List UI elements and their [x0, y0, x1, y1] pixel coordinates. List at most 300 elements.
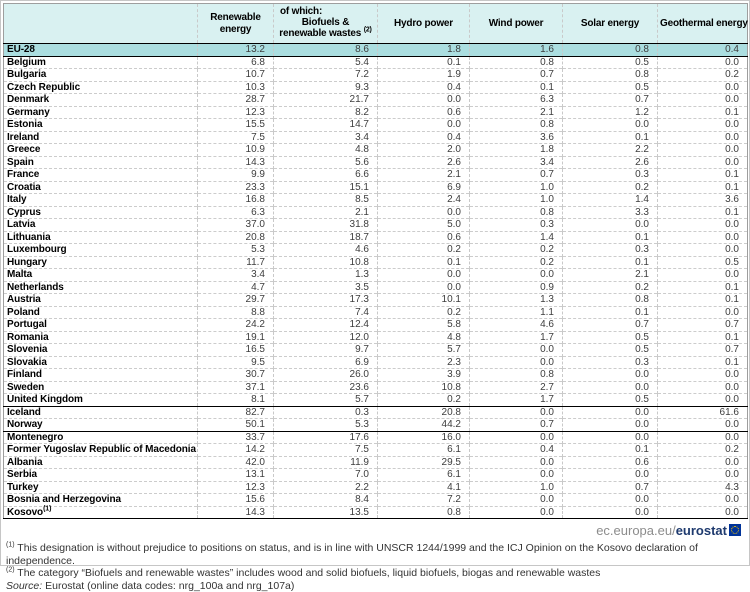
- country-name-cell: Romania: [4, 331, 198, 344]
- table-row: [4, 231, 748, 244]
- table-row: [4, 181, 748, 194]
- country-name-cell: Montenegro: [4, 431, 198, 444]
- value-cell: 0.1: [470, 81, 563, 94]
- value-cell: 0.7: [658, 344, 748, 357]
- value-cell: 0.4: [470, 444, 563, 457]
- value-cell: 2.3: [378, 356, 470, 369]
- value-cell: 0.1: [658, 356, 748, 369]
- value-cell: 0.0: [563, 431, 658, 444]
- value-cell: 0.0: [658, 156, 748, 169]
- value-cell: 0.5: [658, 256, 748, 269]
- country-name-cell: Turkey: [4, 481, 198, 494]
- country-name-cell: Former Yugoslav Republic of Macedonia: [4, 444, 198, 457]
- country-name-cell: Ireland: [4, 131, 198, 144]
- value-cell: 23.6: [274, 381, 378, 394]
- value-cell: 11.7: [198, 256, 274, 269]
- value-cell: 4.8: [378, 331, 470, 344]
- value-cell: 5.8: [378, 319, 470, 332]
- value-cell: 2.2: [563, 144, 658, 157]
- value-cell: 0.0: [470, 456, 563, 469]
- table-row: [4, 144, 748, 157]
- country-name-cell: Iceland: [4, 406, 198, 419]
- value-cell: 14.7: [274, 119, 378, 132]
- value-cell: 0.8: [378, 506, 470, 519]
- value-cell: 19.1: [198, 331, 274, 344]
- country-name-cell: Sweden: [4, 381, 198, 394]
- value-cell: 0.4: [658, 44, 748, 57]
- footnote-2-marker: (2): [6, 567, 15, 574]
- value-cell: 0.0: [658, 394, 748, 407]
- value-cell: 0.3: [470, 219, 563, 232]
- value-cell: 0.1: [378, 56, 470, 69]
- country-name-cell: United Kingdom: [4, 394, 198, 407]
- value-cell: 0.7: [563, 481, 658, 494]
- value-cell: 0.0: [470, 431, 563, 444]
- country-name-cell: Greece: [4, 144, 198, 157]
- footnote-1: $^{(1)}$ This designation is without prejudice to positions on status, and is in line with UNSCR 1244/1999 and the ICJ Opinion on the Kosovo declaration of independence.: [6, 542, 747, 567]
- value-cell: 5.7: [378, 344, 470, 357]
- value-cell: 0.2: [378, 244, 470, 257]
- value-cell: 30.7: [198, 369, 274, 382]
- value-cell: 0.3: [563, 169, 658, 182]
- value-cell: 15.6: [198, 494, 274, 507]
- value-cell: 1.9: [378, 69, 470, 82]
- value-cell: 0.7: [658, 319, 748, 332]
- value-cell: 0.4: [378, 131, 470, 144]
- value-cell: 6.9: [274, 356, 378, 369]
- eurostat-logo: [3, 519, 747, 539]
- value-cell: 0.0: [658, 144, 748, 157]
- value-cell: 0.7: [563, 319, 658, 332]
- value-cell: 11.9: [274, 456, 378, 469]
- geothermal-energy-column-header: Geothermal energy: [658, 4, 748, 44]
- value-cell: 10.8: [378, 381, 470, 394]
- value-cell: 6.1: [378, 444, 470, 457]
- value-cell: 5.6: [274, 156, 378, 169]
- value-cell: 0.0: [470, 406, 563, 419]
- country-name-cell: Latvia: [4, 219, 198, 232]
- country-name-cell: Cyprus: [4, 206, 198, 219]
- value-cell: 10.8: [274, 256, 378, 269]
- value-cell: 37.0: [198, 219, 274, 232]
- country-name-cell: Spain: [4, 156, 198, 169]
- value-cell: 10.1: [378, 294, 470, 307]
- country-name-cell: Germany: [4, 106, 198, 119]
- value-cell: 0.0: [658, 494, 748, 507]
- value-cell: 0.6: [378, 231, 470, 244]
- value-cell: 0.1: [658, 281, 748, 294]
- value-cell: 0.0: [378, 269, 470, 282]
- renewable-energy-column-header: Renewable energy: [198, 4, 274, 44]
- wind-power-column-header: Wind power: [470, 4, 563, 44]
- country-name-cell: Austria: [4, 294, 198, 307]
- value-cell: 0.5: [563, 331, 658, 344]
- country-name-cell: Italy: [4, 194, 198, 207]
- value-cell: 0.7: [563, 94, 658, 107]
- value-cell: 13.2: [198, 44, 274, 57]
- value-cell: 0.7: [470, 69, 563, 82]
- value-cell: 2.1: [470, 106, 563, 119]
- value-cell: 12.3: [198, 106, 274, 119]
- country-name-cell: Luxembourg: [4, 244, 198, 257]
- country-name-cell: Estonia: [4, 119, 198, 132]
- biofuels-label-line2: renewable wastes $^{(2)}$: [276, 28, 375, 39]
- value-cell: 0.4: [378, 81, 470, 94]
- value-cell: 0.8: [563, 44, 658, 57]
- table-row: [4, 469, 748, 482]
- value-cell: 3.3: [563, 206, 658, 219]
- table-row: [4, 444, 748, 457]
- value-cell: 0.2: [563, 181, 658, 194]
- value-cell: 7.4: [274, 306, 378, 319]
- value-cell: 0.0: [470, 269, 563, 282]
- value-cell: 8.4: [274, 494, 378, 507]
- table-row: [4, 356, 748, 369]
- value-cell: 23.3: [198, 181, 274, 194]
- solar-energy-column-header: Solar energy: [563, 4, 658, 44]
- value-cell: 37.1: [198, 381, 274, 394]
- value-cell: 8.1: [198, 394, 274, 407]
- biofuels-footnote-marker: (2): [364, 27, 372, 34]
- country-name-cell: Albania: [4, 456, 198, 469]
- value-cell: 0.0: [658, 506, 748, 519]
- country-name-cell: Norway: [4, 419, 198, 432]
- value-cell: 0.0: [658, 119, 748, 132]
- value-cell: 0.0: [658, 231, 748, 244]
- value-cell: 6.8: [198, 56, 274, 69]
- value-cell: 3.6: [470, 131, 563, 144]
- value-cell: 0.0: [563, 219, 658, 232]
- country-footnote-marker: (1): [43, 505, 51, 512]
- value-cell: 0.1: [658, 169, 748, 182]
- value-cell: 3.9: [378, 369, 470, 382]
- value-cell: 12.3: [198, 481, 274, 494]
- value-cell: 1.2: [563, 106, 658, 119]
- value-cell: 0.9: [470, 281, 563, 294]
- table-row: [4, 169, 748, 182]
- value-cell: 7.0: [274, 469, 378, 482]
- table-row: [4, 56, 748, 69]
- table-row: [4, 219, 748, 232]
- value-cell: 0.0: [658, 469, 748, 482]
- value-cell: 4.1: [378, 481, 470, 494]
- table-row: [4, 119, 748, 132]
- value-cell: 0.8: [470, 206, 563, 219]
- value-cell: 5.3: [274, 419, 378, 432]
- value-cell: 1.0: [470, 181, 563, 194]
- value-cell: 0.8: [470, 369, 563, 382]
- value-cell: 0.8: [470, 119, 563, 132]
- table-row: [4, 381, 748, 394]
- value-cell: 29.7: [198, 294, 274, 307]
- value-cell: 5.3: [198, 244, 274, 257]
- value-cell: 0.1: [563, 231, 658, 244]
- table-row: [4, 306, 748, 319]
- value-cell: 20.8: [378, 406, 470, 419]
- value-cell: 0.0: [658, 306, 748, 319]
- value-cell: 0.0: [378, 206, 470, 219]
- value-cell: 0.2: [470, 244, 563, 257]
- value-cell: 0.7: [470, 169, 563, 182]
- source-line: Source: Eurostat (online data codes: nrg_100a and nrg_107a): [6, 580, 747, 592]
- value-cell: 2.6: [563, 156, 658, 169]
- value-cell: 0.0: [378, 119, 470, 132]
- value-cell: 8.8: [198, 306, 274, 319]
- table-row: [4, 344, 748, 357]
- value-cell: 7.2: [378, 494, 470, 507]
- value-cell: 13.5: [274, 506, 378, 519]
- value-cell: 0.0: [658, 369, 748, 382]
- value-cell: 0.0: [470, 344, 563, 357]
- value-cell: 14.2: [198, 444, 274, 457]
- country-column-header: [4, 4, 198, 44]
- table-row: [4, 319, 748, 332]
- value-cell: 50.1: [198, 419, 274, 432]
- value-cell: 0.0: [378, 281, 470, 294]
- value-cell: 3.6: [658, 194, 748, 207]
- value-cell: 1.0: [470, 194, 563, 207]
- value-cell: 0.1: [658, 106, 748, 119]
- table-row: [4, 431, 748, 444]
- value-cell: 10.9: [198, 144, 274, 157]
- biofuels-column-header: [274, 4, 378, 44]
- value-cell: 0.2: [658, 69, 748, 82]
- logo-eurostat-wordmark: eurostat: [676, 523, 727, 538]
- value-cell: 1.3: [470, 294, 563, 307]
- value-cell: 16.0: [378, 431, 470, 444]
- value-cell: 2.4: [378, 194, 470, 207]
- value-cell: 9.9: [198, 169, 274, 182]
- value-cell: 2.0: [378, 144, 470, 157]
- value-cell: 0.1: [658, 181, 748, 194]
- value-cell: 9.7: [274, 344, 378, 357]
- table-row: [4, 394, 748, 407]
- table-row: [4, 406, 748, 419]
- value-cell: 1.7: [470, 331, 563, 344]
- value-cell: 5.0: [378, 219, 470, 232]
- value-cell: 18.7: [274, 231, 378, 244]
- value-cell: 21.7: [274, 94, 378, 107]
- value-cell: 14.3: [198, 506, 274, 519]
- table-row: [4, 194, 748, 207]
- value-cell: 6.9: [378, 181, 470, 194]
- value-cell: 1.1: [470, 306, 563, 319]
- value-cell: 9.3: [274, 81, 378, 94]
- table-header: [4, 4, 748, 44]
- value-cell: 10.3: [198, 81, 274, 94]
- value-cell: 0.5: [563, 394, 658, 407]
- value-cell: 7.5: [274, 444, 378, 457]
- value-cell: 0.0: [563, 494, 658, 507]
- value-cell: 0.1: [563, 444, 658, 457]
- country-name-cell: Czech Republic: [4, 81, 198, 94]
- value-cell: 1.6: [470, 44, 563, 57]
- value-cell: 8.6: [274, 44, 378, 57]
- value-cell: 0.6: [563, 456, 658, 469]
- table-row: [4, 131, 748, 144]
- value-cell: 0.0: [563, 369, 658, 382]
- of-which-label: of which:: [276, 6, 375, 17]
- table-row: [4, 281, 748, 294]
- country-name-cell: Denmark: [4, 94, 198, 107]
- value-cell: 1.4: [563, 194, 658, 207]
- table-row: [4, 419, 748, 432]
- value-cell: 4.7: [198, 281, 274, 294]
- value-cell: 0.0: [658, 56, 748, 69]
- country-name-cell: Serbia: [4, 469, 198, 482]
- value-cell: 0.0: [658, 244, 748, 257]
- table-body: [4, 44, 748, 519]
- value-cell: 6.1: [378, 469, 470, 482]
- country-name-cell: Hungary: [4, 256, 198, 269]
- value-cell: 3.5: [274, 281, 378, 294]
- value-cell: 0.0: [563, 119, 658, 132]
- source-label: Source:: [6, 580, 42, 592]
- value-cell: 0.0: [658, 81, 748, 94]
- value-cell: 10.7: [198, 69, 274, 82]
- value-cell: 6.3: [470, 94, 563, 107]
- country-name-cell: Belgium: [4, 56, 198, 69]
- value-cell: 4.6: [470, 319, 563, 332]
- value-cell: 5.7: [274, 394, 378, 407]
- value-cell: 1.8: [378, 44, 470, 57]
- table-row: [4, 256, 748, 269]
- table-row: [4, 494, 748, 507]
- value-cell: 0.5: [563, 344, 658, 357]
- value-cell: 3.4: [274, 131, 378, 144]
- value-cell: 4.8: [274, 144, 378, 157]
- value-cell: 0.8: [563, 294, 658, 307]
- value-cell: 12.4: [274, 319, 378, 332]
- value-cell: 8.5: [274, 194, 378, 207]
- country-name-cell: Croatia: [4, 181, 198, 194]
- footnote-2: $^{(2)}$ The category “Biofuels and renewable wastes” includes wood and solid biofuels, liquid biofuels, biogas and renewable wastes: [6, 567, 747, 580]
- value-cell: 0.0: [658, 419, 748, 432]
- value-cell: 0.1: [658, 206, 748, 219]
- value-cell: 0.3: [563, 356, 658, 369]
- value-cell: 0.1: [563, 131, 658, 144]
- value-cell: 6.3: [198, 206, 274, 219]
- value-cell: 42.0: [198, 456, 274, 469]
- value-cell: 0.0: [470, 506, 563, 519]
- value-cell: 0.2: [563, 281, 658, 294]
- value-cell: 0.8: [470, 56, 563, 69]
- value-cell: 0.0: [658, 269, 748, 282]
- value-cell: 0.0: [470, 356, 563, 369]
- value-cell: 24.2: [198, 319, 274, 332]
- country-name-cell: Bosnia and Herzegovina: [4, 494, 198, 507]
- value-cell: 14.3: [198, 156, 274, 169]
- value-cell: 0.3: [563, 244, 658, 257]
- value-cell: 12.0: [274, 331, 378, 344]
- value-cell: 0.0: [470, 469, 563, 482]
- value-cell: 2.7: [470, 381, 563, 394]
- table-row: [4, 206, 748, 219]
- table-row: [4, 244, 748, 257]
- value-cell: 0.0: [563, 419, 658, 432]
- value-cell: 0.5: [563, 56, 658, 69]
- value-cell: 2.1: [274, 206, 378, 219]
- table-row: [4, 106, 748, 119]
- table-row: [4, 94, 748, 107]
- value-cell: 0.8: [563, 69, 658, 82]
- renewable-energy-share-table: [3, 3, 748, 519]
- value-cell: 6.6: [274, 169, 378, 182]
- value-cell: 0.1: [658, 331, 748, 344]
- table-row: [4, 269, 748, 282]
- value-cell: 0.0: [378, 94, 470, 107]
- value-cell: 0.0: [658, 94, 748, 107]
- country-name-cell: Lithuania: [4, 231, 198, 244]
- value-cell: 3.4: [470, 156, 563, 169]
- value-cell: 0.0: [563, 381, 658, 394]
- value-cell: 33.7: [198, 431, 274, 444]
- table-row: [4, 294, 748, 307]
- value-cell: 0.2: [658, 444, 748, 457]
- value-cell: 0.0: [658, 456, 748, 469]
- value-cell: 0.1: [378, 256, 470, 269]
- value-cell: 1.3: [274, 269, 378, 282]
- value-cell: 16.5: [198, 344, 274, 357]
- value-cell: 0.2: [378, 394, 470, 407]
- table-row: [4, 44, 748, 57]
- table-row: [4, 369, 748, 382]
- value-cell: 0.1: [658, 294, 748, 307]
- country-name-cell: Slovenia: [4, 344, 198, 357]
- value-cell: 0.0: [563, 506, 658, 519]
- country-name-cell: Finland: [4, 369, 198, 382]
- hydro-power-column-header: Hydro power: [378, 4, 470, 44]
- value-cell: 20.8: [198, 231, 274, 244]
- value-cell: 0.0: [658, 131, 748, 144]
- value-cell: 2.1: [563, 269, 658, 282]
- country-name-cell: Malta: [4, 269, 198, 282]
- value-cell: 9.5: [198, 356, 274, 369]
- value-cell: 8.2: [274, 106, 378, 119]
- value-cell: 0.0: [658, 219, 748, 232]
- value-cell: 1.8: [470, 144, 563, 157]
- value-cell: 0.7: [470, 419, 563, 432]
- eu-flag-icon: [729, 524, 741, 536]
- country-name-cell: Bulgaria: [4, 69, 198, 82]
- value-cell: 0.2: [470, 256, 563, 269]
- value-cell: 2.6: [378, 156, 470, 169]
- value-cell: 13.1: [198, 469, 274, 482]
- country-name-cell: Portugal: [4, 319, 198, 332]
- value-cell: 15.1: [274, 181, 378, 194]
- value-cell: 0.5: [563, 81, 658, 94]
- table-row: [4, 331, 748, 344]
- country-name-cell: Slovakia: [4, 356, 198, 369]
- value-cell: 26.0: [274, 369, 378, 382]
- value-cell: 31.8: [274, 219, 378, 232]
- value-cell: 61.6: [658, 406, 748, 419]
- table-row: [4, 81, 748, 94]
- value-cell: 1.0: [470, 481, 563, 494]
- value-cell: 1.7: [470, 394, 563, 407]
- value-cell: 0.0: [470, 494, 563, 507]
- table-row: [4, 481, 748, 494]
- value-cell: 0.6: [378, 106, 470, 119]
- biofuels-label-line1: Biofuels &: [276, 17, 375, 28]
- value-cell: 0.1: [563, 256, 658, 269]
- value-cell: 4.3: [658, 481, 748, 494]
- value-cell: 29.5: [378, 456, 470, 469]
- value-cell: 0.0: [658, 431, 748, 444]
- table-row: [4, 156, 748, 169]
- footnotes: [3, 539, 747, 592]
- value-cell: 0.1: [563, 306, 658, 319]
